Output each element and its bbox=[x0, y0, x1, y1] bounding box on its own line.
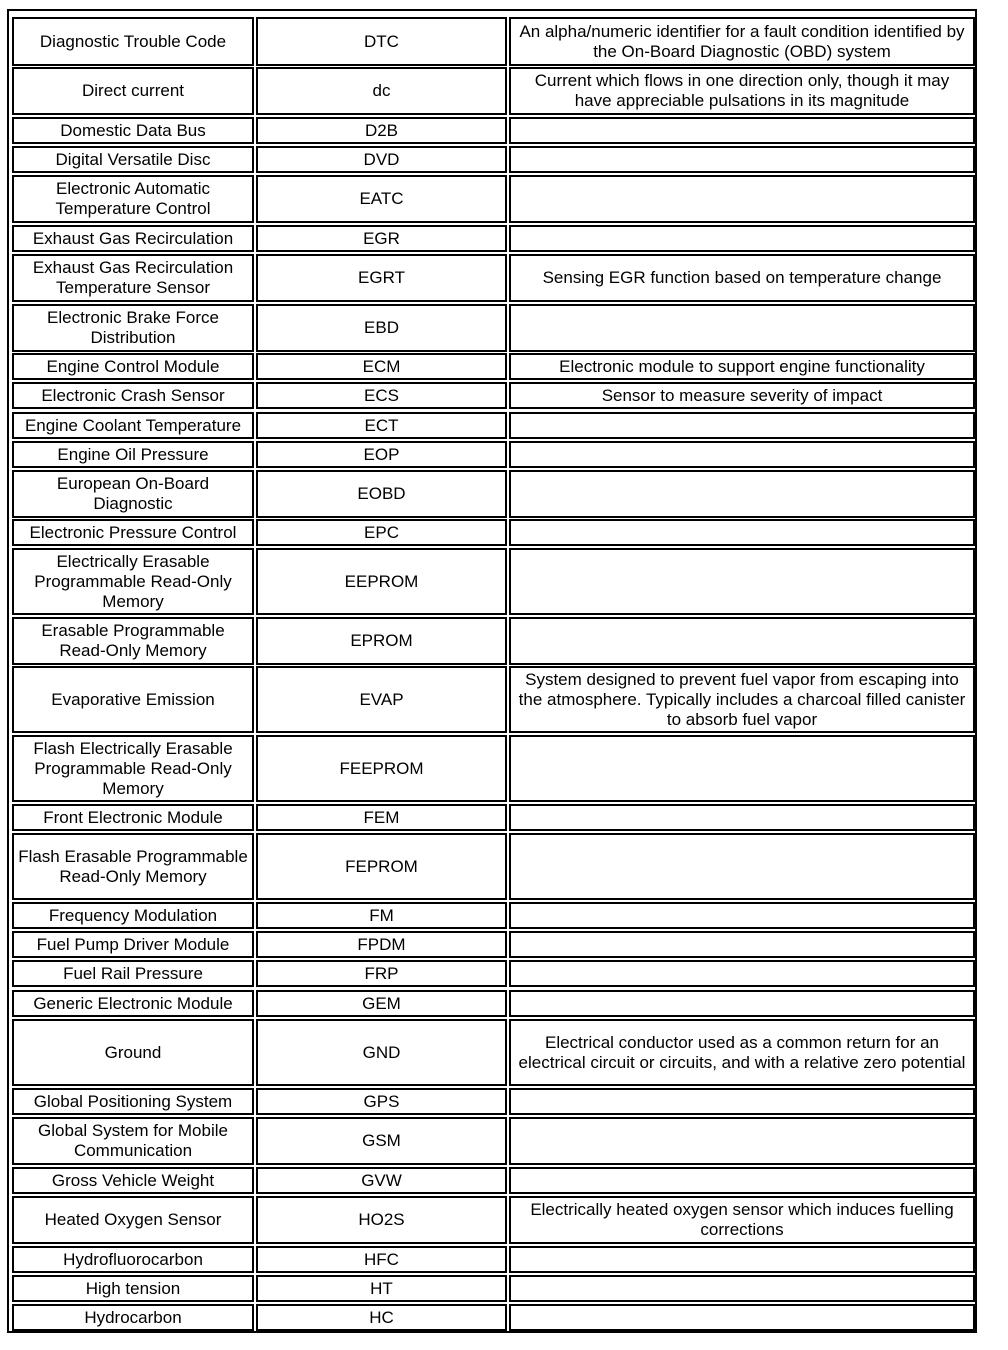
abbreviation-cell: HC bbox=[256, 1304, 507, 1331]
abbreviation-cell: EATC bbox=[256, 175, 507, 223]
table-row bbox=[9, 804, 975, 831]
description-cell bbox=[509, 225, 975, 252]
table-row bbox=[9, 617, 975, 665]
table-row bbox=[9, 931, 975, 958]
table-row bbox=[9, 519, 975, 546]
table-row bbox=[9, 353, 975, 380]
term-cell: Digital Versatile Disc bbox=[12, 146, 254, 173]
table-row bbox=[9, 960, 975, 987]
abbreviation-cell: EGRT bbox=[256, 254, 507, 302]
table-row bbox=[9, 548, 975, 615]
description-cell bbox=[509, 175, 975, 223]
description-cell bbox=[509, 304, 975, 352]
description-cell bbox=[509, 833, 975, 900]
description-cell bbox=[509, 548, 975, 615]
table-row bbox=[9, 304, 975, 352]
table-row bbox=[9, 833, 975, 900]
abbreviation-cell: GPS bbox=[256, 1088, 507, 1115]
table-row bbox=[9, 470, 975, 518]
description-cell bbox=[509, 1246, 975, 1273]
term-cell: Exhaust Gas Recirculation bbox=[12, 225, 254, 252]
glossary-table bbox=[7, 9, 977, 1333]
abbreviation-cell: FM bbox=[256, 902, 507, 929]
abbreviation-cell: EEPROM bbox=[256, 548, 507, 615]
abbreviation-cell: FPDM bbox=[256, 931, 507, 958]
description-cell bbox=[509, 960, 975, 987]
table-row bbox=[9, 1088, 975, 1115]
term-cell: European On-Board Diagnostic bbox=[12, 470, 254, 518]
abbreviation-cell: FEEPROM bbox=[256, 735, 507, 802]
table-row bbox=[9, 146, 975, 173]
description-cell bbox=[509, 1117, 975, 1165]
abbreviation-cell: dc bbox=[256, 67, 507, 115]
description-cell bbox=[509, 1275, 975, 1302]
table-row bbox=[9, 1019, 975, 1086]
term-cell: Front Electronic Module bbox=[12, 804, 254, 831]
description-cell bbox=[509, 902, 975, 929]
term-cell: Electronic Brake Force Distribution bbox=[12, 304, 254, 352]
description-cell bbox=[509, 804, 975, 831]
description-cell: Current which flows in one direction only, though it may have appreciable pulsations in its magnitude bbox=[509, 67, 975, 115]
table-row bbox=[9, 735, 975, 802]
term-cell: Direct current bbox=[12, 67, 254, 115]
table-row bbox=[9, 175, 975, 223]
term-cell: Flash Erasable Programmable Read-Only Memory bbox=[12, 833, 254, 900]
term-cell: Global System for Mobile Communication bbox=[12, 1117, 254, 1165]
term-cell: Hydrocarbon bbox=[12, 1304, 254, 1331]
term-cell: Electronic Automatic Temperature Control bbox=[12, 175, 254, 223]
description-cell bbox=[509, 117, 975, 144]
abbreviation-cell: EBD bbox=[256, 304, 507, 352]
abbreviation-cell: FEPROM bbox=[256, 833, 507, 900]
abbreviation-cell: HT bbox=[256, 1275, 507, 1302]
abbreviation-cell: HFC bbox=[256, 1246, 507, 1273]
term-cell: Generic Electronic Module bbox=[12, 990, 254, 1017]
table-row bbox=[9, 1117, 975, 1165]
table-row bbox=[9, 1275, 975, 1302]
term-cell: Domestic Data Bus bbox=[12, 117, 254, 144]
description-cell bbox=[509, 990, 975, 1017]
term-cell: Exhaust Gas Recirculation Temperature Sensor bbox=[12, 254, 254, 302]
term-cell: Engine Control Module bbox=[12, 353, 254, 380]
description-cell bbox=[509, 1088, 975, 1115]
description-cell bbox=[509, 441, 975, 468]
description-cell: System designed to prevent fuel vapor from escaping into the atmosphere. Typically includes a charcoal filled canister to absorb fuel vapor bbox=[509, 666, 975, 733]
table-row bbox=[9, 441, 975, 468]
term-cell: High tension bbox=[12, 1275, 254, 1302]
description-cell: Electrical conductor used as a common return for an electrical circuit or circuits, and with a relative zero potential bbox=[509, 1019, 975, 1086]
table-row bbox=[9, 117, 975, 144]
description-cell bbox=[509, 1167, 975, 1194]
abbreviation-cell: D2B bbox=[256, 117, 507, 144]
abbreviation-cell: GEM bbox=[256, 990, 507, 1017]
table-row bbox=[9, 1167, 975, 1194]
term-cell: Frequency Modulation bbox=[12, 902, 254, 929]
abbreviation-cell: FRP bbox=[256, 960, 507, 987]
abbreviation-cell: EOBD bbox=[256, 470, 507, 518]
abbreviation-cell: GVW bbox=[256, 1167, 507, 1194]
term-cell: Electronic Crash Sensor bbox=[12, 382, 254, 409]
table-row bbox=[9, 254, 975, 302]
table-row bbox=[9, 666, 975, 733]
term-cell: Heated Oxygen Sensor bbox=[12, 1196, 254, 1244]
table-row bbox=[9, 990, 975, 1017]
table-row bbox=[9, 1196, 975, 1244]
term-cell: Fuel Rail Pressure bbox=[12, 960, 254, 987]
term-cell: Gross Vehicle Weight bbox=[12, 1167, 254, 1194]
abbreviation-cell: EPROM bbox=[256, 617, 507, 665]
abbreviation-cell: ECS bbox=[256, 382, 507, 409]
table-row bbox=[9, 1304, 975, 1331]
table-row bbox=[9, 1246, 975, 1273]
abbreviation-cell: EPC bbox=[256, 519, 507, 546]
abbreviation-cell: EGR bbox=[256, 225, 507, 252]
term-cell: Global Positioning System bbox=[12, 1088, 254, 1115]
abbreviation-cell: ECT bbox=[256, 412, 507, 439]
description-cell bbox=[509, 470, 975, 518]
abbreviation-cell: DVD bbox=[256, 146, 507, 173]
description-cell: An alpha/numeric identifier for a fault condition identified by the On-Board Diagnostic (OBD) system bbox=[509, 17, 975, 66]
abbreviation-cell: ECM bbox=[256, 353, 507, 380]
table-row bbox=[9, 225, 975, 252]
description-cell bbox=[509, 146, 975, 173]
term-cell: Fuel Pump Driver Module bbox=[12, 931, 254, 958]
abbreviation-cell: EOP bbox=[256, 441, 507, 468]
term-cell: Evaporative Emission bbox=[12, 666, 254, 733]
description-cell: Electrically heated oxygen sensor which induces fuelling corrections bbox=[509, 1196, 975, 1244]
term-cell: Electrically Erasable Programmable Read-Only Memory bbox=[12, 548, 254, 615]
table-row bbox=[9, 67, 975, 115]
description-cell bbox=[509, 519, 975, 546]
term-cell: Electronic Pressure Control bbox=[12, 519, 254, 546]
table-row bbox=[9, 382, 975, 409]
abbreviation-cell: GSM bbox=[256, 1117, 507, 1165]
abbreviation-cell: DTC bbox=[256, 17, 507, 66]
term-cell: Hydrofluorocarbon bbox=[12, 1246, 254, 1273]
term-cell: Engine Coolant Temperature bbox=[12, 412, 254, 439]
abbreviation-cell: FEM bbox=[256, 804, 507, 831]
description-cell bbox=[509, 735, 975, 802]
term-cell: Engine Oil Pressure bbox=[12, 441, 254, 468]
term-cell: Ground bbox=[12, 1019, 254, 1086]
description-cell: Sensor to measure severity of impact bbox=[509, 382, 975, 409]
description-cell bbox=[509, 1304, 975, 1331]
description-cell bbox=[509, 412, 975, 439]
table-row bbox=[9, 902, 975, 929]
term-cell: Flash Electrically Erasable Programmable Read-Only Memory bbox=[12, 735, 254, 802]
term-cell: Erasable Programmable Read-Only Memory bbox=[12, 617, 254, 665]
abbreviation-cell: HO2S bbox=[256, 1196, 507, 1244]
description-cell bbox=[509, 931, 975, 958]
term-cell: Diagnostic Trouble Code bbox=[12, 17, 254, 66]
table-row bbox=[9, 17, 975, 66]
abbreviation-cell: GND bbox=[256, 1019, 507, 1086]
description-cell bbox=[509, 617, 975, 665]
description-cell: Sensing EGR function based on temperature change bbox=[509, 254, 975, 302]
table-row bbox=[9, 412, 975, 439]
description-cell: Electronic module to support engine functionality bbox=[509, 353, 975, 380]
abbreviation-cell: EVAP bbox=[256, 666, 507, 733]
